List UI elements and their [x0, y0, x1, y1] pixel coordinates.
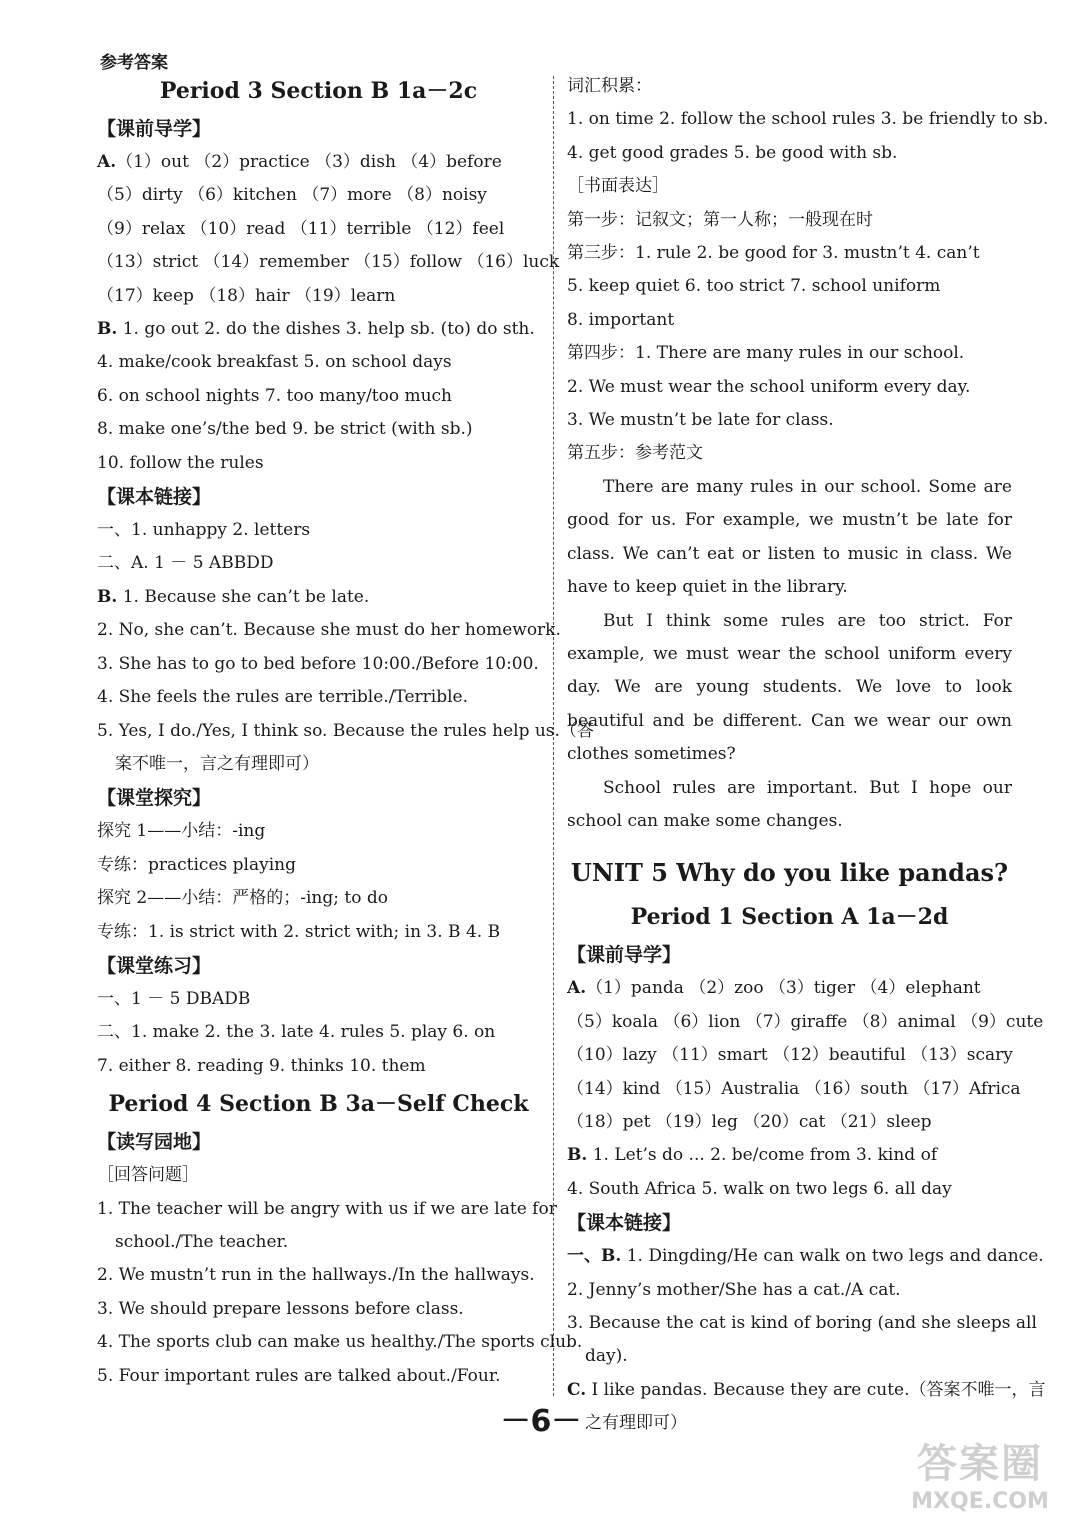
item-marker: B.: [97, 319, 118, 340]
answer-line: 第四步：1. There are many rules in our school.: [567, 343, 965, 364]
answer-line: 1. on time 2. follow the school rules 3. be friendly to sb.: [567, 109, 1049, 130]
answer-line: （14）kind （15）Australia （16）south （17）Africa: [567, 1078, 1021, 1099]
right-column: [567, 70, 1049, 1441]
answer-line: 3. She has to go to bed before 10:00./Before 10:00.: [97, 653, 539, 674]
answer-line: 一、1. unhappy 2. letters: [97, 520, 311, 541]
answer-line: [567, 972, 1012, 1005]
answer-line: 4. make/cook breakfast 5. on school days: [97, 352, 452, 373]
answer-line: 探究 2——小结：严格的；-ing; to do: [97, 888, 388, 909]
answer-line: 3. We should prepare lessons before class.: [97, 1298, 464, 1319]
answer-line: 2. Jenny’s mother/She has a cat./A cat.: [567, 1279, 901, 1300]
answer-line: 4. get good grades 5. be good with sb.: [567, 142, 898, 163]
section-heading: 【读写园地】: [97, 1131, 212, 1154]
answer-line: （5）dirty （6）kitchen （7）more （8）noisy: [97, 185, 487, 206]
line-text: 1. Let’s do ... 2. be/come from 3. kind of: [587, 1145, 938, 1166]
answer-line: （13）strict （14）remember （15）follow （16）luck: [97, 252, 560, 273]
answer-line: 第五步：参考范文: [567, 443, 703, 464]
section-heading: 【课本链接】: [97, 486, 212, 509]
item-marker: 一、B.: [567, 1246, 622, 1267]
answer-line: （10）lazy （11）smart （12）beautiful （13）scary: [567, 1045, 1013, 1066]
answer-line: 2. We mustn’t run in the hallways./In the hallways.: [97, 1265, 535, 1286]
watermark-text: 答案圈: [917, 1441, 1043, 1487]
watermark-url: MXQE.COM: [911, 1489, 1049, 1514]
paragraph: School rules are important. But I hope our school can make some changes.: [567, 777, 1012, 831]
answer-line-continued: day).: [585, 1346, 628, 1367]
answer-line: （18）pet （19）leg （20）cat （21）sleep: [567, 1111, 932, 1132]
answer-line: 专练：1. is strict with 2. strict with; in 3. B 4. B: [97, 921, 501, 942]
item-marker: B.: [567, 1145, 588, 1166]
answer-line: 一、1 － 5 DBADB: [97, 988, 251, 1009]
answer-line: 4. The sports club can make us healthy./The sports club.: [97, 1332, 583, 1353]
period-heading: Period 4 Section B 3a－Self Check: [108, 1091, 529, 1118]
line-text: I like pandas. Because they are cute.（答案不唯一，言: [586, 1379, 1046, 1400]
answer-line: 第三步：1. rule 2. be good for 3. mustn’t 4. can’t: [567, 243, 980, 264]
answer-line: 2. We must wear the school uniform every day.: [567, 376, 971, 397]
answer-line: 10. follow the rules: [97, 452, 264, 473]
line-text: （1）out （2）practice （3）dish （4）before: [116, 152, 502, 172]
paragraph: But I think some rules are too strict. For example, we must wear the school uniform every day. We are young students. We love to look beautiful and be different. Can we wear our own clothes sometimes?: [567, 610, 1012, 765]
section-heading: 【课前导学】: [567, 944, 682, 967]
answer-line: ［书面表达］: [567, 176, 669, 197]
answer-line: [97, 313, 540, 346]
line-text: 1. Because she can’t be late.: [117, 586, 370, 607]
answer-line: 二、A. 1 － 5 ABBDD: [97, 553, 274, 574]
unit-heading: UNIT 5 Why do you like pandas?: [570, 858, 1009, 888]
answer-line: 4. South Africa 5. walk on two legs 6. all day: [567, 1178, 952, 1199]
line-text: 1. Dingding/He can walk on two legs and dance.: [621, 1246, 1044, 1267]
page-number: －6－: [500, 1404, 582, 1439]
answer-line: 4. She feels the rules are terrible./Terrible.: [97, 687, 468, 708]
section-heading: 【课堂练习】: [97, 954, 212, 977]
item-marker: B.: [97, 586, 118, 607]
answer-line: [567, 1240, 1044, 1273]
answer-line: （9）relax （10）read （11）terrible （12）feel: [97, 218, 505, 239]
answer-line: 5. Four important rules are talked about./Four.: [97, 1365, 501, 1386]
item-marker: A.: [567, 978, 587, 999]
answer-line: 探究 1——小结：-ing: [97, 821, 266, 842]
answer-line: （5）koala （6）lion （7）giraffe （8）animal （9）cute: [567, 1011, 1044, 1032]
line-text: （1）panda （2）zoo （3）tiger （4）elephant: [586, 978, 981, 999]
section-heading: 【课本链接】: [567, 1212, 682, 1235]
item-marker: C.: [567, 1379, 587, 1400]
answer-line: 二、1. make 2. the 3. late 4. rules 5. play 6. on: [97, 1022, 496, 1043]
answer-line: 3. We mustn’t be late for class.: [567, 410, 834, 431]
paragraph: There are many rules in our school. Some are good for us. For example, we mustn’t be late for class. We can’t eat or listen to music in class. We have to keep quiet in the library.: [567, 476, 1012, 598]
answer-line: 3. Because the cat is kind of boring (and she sleeps all: [567, 1313, 1037, 1333]
answer-line: 专练：practices playing: [97, 854, 296, 875]
answer-line: [97, 581, 540, 614]
section-heading: 【课前导学】: [97, 118, 212, 140]
answer-line: 8. make one’s/the bed 9. be strict (with sb.): [97, 419, 473, 440]
answer-line: （17）keep （18）hair （19）learn: [97, 285, 396, 306]
answer-line: 第一步：记叙文；第一人称；一般现在时: [567, 209, 873, 230]
answer-line: 6. on school nights 7. too many/too much: [97, 385, 452, 406]
answer-line: 8. important: [567, 309, 675, 330]
answer-line: 5. keep quiet 6. too strict 7. school uniform: [567, 276, 941, 297]
answer-line-continued: school./The teacher.: [115, 1231, 289, 1252]
section-heading: 【课堂探究】: [97, 787, 212, 810]
answer-line-continued: 之有理即可）: [585, 1413, 687, 1434]
period-heading: Period 3 Section B 1a－2c: [159, 78, 478, 104]
period-heading: Period 1 Section A 1a－2d: [630, 904, 949, 931]
left-column: [97, 70, 594, 1393]
answer-line: [567, 1139, 1012, 1172]
watermark-logo: [890, 1440, 1070, 1530]
header-label: 参考答案: [100, 53, 168, 73]
answer-line-continued: 案不唯一，言之有理即可）: [115, 753, 319, 774]
answer-line: 2. No, she can’t. Because she must do her homework.: [97, 620, 561, 641]
answer-line: ［回答问题］: [97, 1165, 199, 1186]
item-marker: A.: [97, 152, 117, 172]
answer-line: [97, 146, 540, 179]
answer-line: 7. either 8. reading 9. thinks 10. them: [97, 1055, 426, 1076]
answer-line: 5. Yes, I do./Yes, I think so. Because the rules help us.（答: [97, 720, 594, 741]
line-text: 1. go out 2. do the dishes 3. help sb. (to) do sth.: [117, 319, 535, 340]
answer-line: 1. The teacher will be angry with us if we are late for: [97, 1198, 557, 1219]
answer-line: 词汇积累：: [567, 76, 652, 96]
